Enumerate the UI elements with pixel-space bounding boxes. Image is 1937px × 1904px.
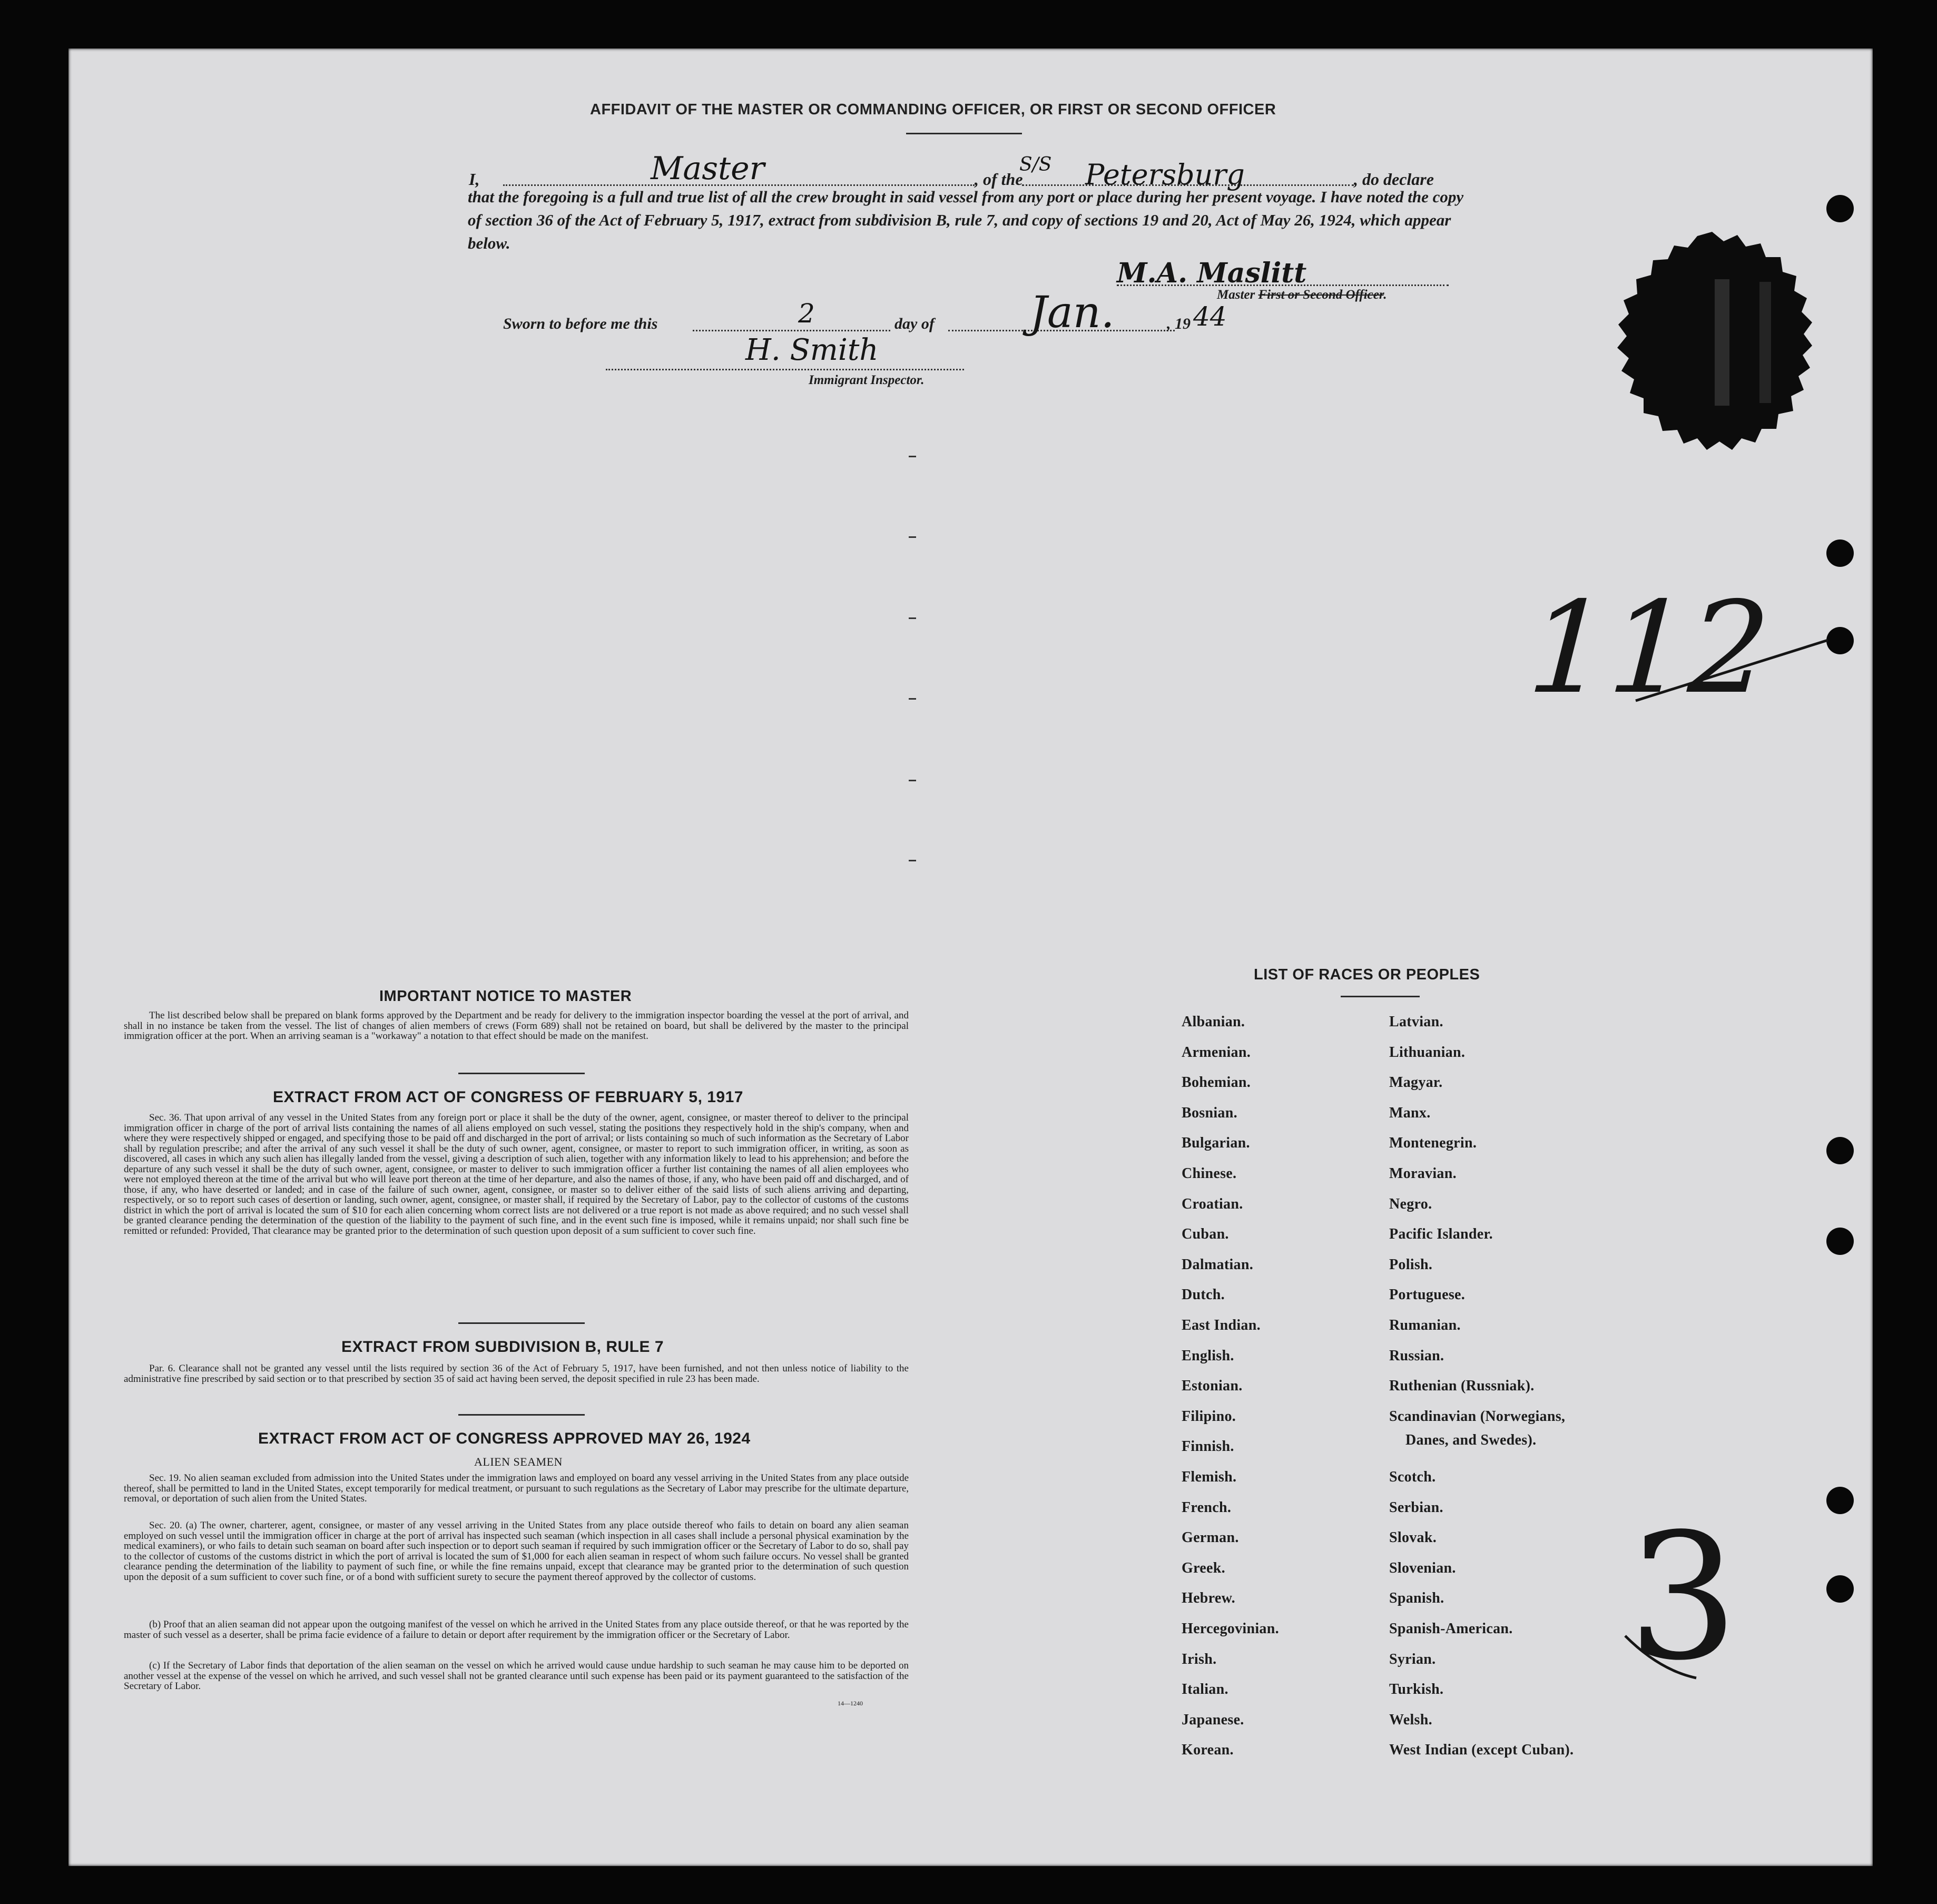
master-signature: M.A. Maslitt bbox=[1117, 257, 1307, 289]
inspector-caption: Immigrant Inspector. bbox=[809, 373, 925, 387]
race-item: Lithuanian. bbox=[1389, 1044, 1466, 1061]
signature-line bbox=[1117, 284, 1449, 286]
race-item: Bulgarian. bbox=[1182, 1135, 1250, 1151]
extract-1917-text: Sec. 36. That upon arrival of any vessel in the United States from any foreign port or place it shall be the duty of the owner, agent, consignee, or master thereof to deliver to the principal immigration officer in charge of the port of arrival lists containing the names of all aliens employed on such vessel, stating the positions they respectively hold in the ship's company, when and where they were respectively shipped or engaged, and specifying those to be paid off and discharged in the port of arrival; or lists containing so much of such information as the Secretary of Labor shall by regulation prescribe; and after the arrival of any such vessel it shall be the duty of such owner, agent, consignee, or master to report to such immigration officer, in writing, as soon as discovered, all cases in which any such alien has illegally landed from the vessel, giving a description of such alien, together with any information likely to lead to his apprehension; and before the departure of any such vessel it shall be the duty of such owner, agent, consignee, or master to deliver to such immigration officer a further list containing the names of all alien employees who were not employed thereon at the time of the arrival but who will leave port thereon at the time of her departure, and also the names of those, if any, who have been paid off and discharged, and of those, if any, who have deserted or landed; and in case of the failure of such owner, agent, consignee, or master so to deliver either of the said lists of such aliens arriving and departing, respectively, or so to report such cases of desertion or landing, such owner, agent, consignee, or master shall, if required by the Secretary of Labor, pay to the collector of customs of the customs district in which the port of arrival is located the sum of $10 for each alien concerning whom correct lists are not delivered or a true report is not made as above required; and no such vessel shall be granted clearance pending the determination of the question of the liability to the payment of such fine, and in the event such fine is imposed, while it remains unpaid; nor shall such fine be remitted or refunded: Provided, That clearance may be granted prior to the determination of such question upon deposit of a sum sufficient to cover such fine. bbox=[124, 1112, 909, 1236]
caption-period: . bbox=[1383, 288, 1387, 302]
race-item: Welsh. bbox=[1389, 1712, 1432, 1728]
race-item: Albanian. bbox=[1182, 1014, 1245, 1030]
form-number: 14—1240 bbox=[838, 1700, 863, 1707]
punch-hole-icon bbox=[1826, 1575, 1854, 1603]
margin-tick bbox=[909, 780, 916, 781]
punch-hole-icon bbox=[1826, 1137, 1854, 1164]
affidavit-body: that the foregoing is a full and true list of all the crew brought in said vessel from any port or place during her present voyage. I have noted the copy of section 36 of the Act of February 5, 1917, extract from subdivision B, rule 7, and copy of sections 19 and 20, Act of May 26, 1924, which appear below. bbox=[468, 188, 1464, 252]
race-item: Italian. bbox=[1182, 1681, 1228, 1697]
notary-seal-icon bbox=[1601, 232, 1823, 474]
race-item: Russian. bbox=[1389, 1348, 1444, 1364]
sworn-label: Sworn to before me this bbox=[503, 315, 658, 332]
race-item-continuation: Danes, and Swedes). bbox=[1405, 1432, 1537, 1448]
inspector-line bbox=[606, 369, 964, 370]
race-item: Slovak. bbox=[1389, 1529, 1437, 1546]
race-item: Armenian. bbox=[1182, 1044, 1251, 1061]
extract-1917-title: EXTRACT FROM ACT OF CONGRESS OF FEBRUARY 5, 1917 bbox=[273, 1088, 743, 1106]
notice-text: The list described below shall be prepared on blank forms approved by the Department and be ready for delivery to the immigration inspector boarding the vessel at the port of arrival, and shall in no instance be taken from the vessel. The list of changes of alien members of crews (Form 689) shall not be retained on board, but shall be delivered by the master to the principal immigration officer at the port. When an arriving seaman is a "workaway" a notation to that effect should be made on the manifest. bbox=[124, 1010, 909, 1042]
race-item: Greek. bbox=[1182, 1560, 1225, 1576]
race-item: Portuguese. bbox=[1389, 1287, 1466, 1303]
corner-number: 3 bbox=[1628, 1496, 1738, 1699]
race-item: German. bbox=[1182, 1529, 1239, 1546]
race-item: Chinese. bbox=[1182, 1165, 1237, 1182]
race-item: Rumanian. bbox=[1389, 1317, 1461, 1333]
punch-hole-icon bbox=[1826, 195, 1854, 222]
race-item: Bosnian. bbox=[1182, 1105, 1237, 1121]
race-item: Hebrew. bbox=[1182, 1590, 1235, 1606]
race-item: Irish. bbox=[1182, 1651, 1217, 1667]
race-item: Slovenian. bbox=[1389, 1560, 1456, 1576]
race-item: Ruthenian (Russniak). bbox=[1389, 1378, 1535, 1394]
race-item: Serbian. bbox=[1389, 1499, 1443, 1516]
line1-of: , of the bbox=[975, 170, 1023, 189]
race-item: Latvian. bbox=[1389, 1014, 1443, 1030]
extract-1924-subtitle: ALIEN SEAMEN bbox=[474, 1455, 563, 1468]
races-divider bbox=[1341, 996, 1420, 997]
handwritten-month: Jan. bbox=[1030, 288, 1115, 338]
caption-master: Master bbox=[1217, 288, 1255, 302]
race-item: Montenegrin. bbox=[1389, 1135, 1477, 1151]
race-item: Flemish. bbox=[1182, 1469, 1237, 1485]
extract-rule7-text: Par. 6. Clearance shall not be granted any vessel until the lists required by section 36 of the Act of February 5, 1917, have been furnished, and not then unless notice of liability to the administrative fine prescribed by said section or to that prescribed by section 35 of said act having been served, the deposit specified in rule 23 has been made. bbox=[124, 1363, 909, 1385]
margin-tick bbox=[909, 456, 916, 457]
signature-caption bbox=[1217, 288, 1387, 302]
race-item: Cuban. bbox=[1182, 1226, 1229, 1242]
race-item: Croatian. bbox=[1182, 1196, 1243, 1212]
handwritten-year: 44 bbox=[1193, 301, 1227, 332]
race-item: Moravian. bbox=[1389, 1165, 1457, 1182]
year-printed: , 19 bbox=[1167, 315, 1191, 332]
section-divider bbox=[458, 1322, 585, 1324]
handwritten-day: 2 bbox=[798, 298, 815, 329]
sworn-day-line bbox=[693, 330, 890, 331]
section-divider bbox=[458, 1414, 585, 1416]
race-item: Dalmatian. bbox=[1182, 1257, 1253, 1273]
day-of-label: day of bbox=[894, 315, 935, 332]
race-item: Scandinavian (Norwegians, bbox=[1389, 1408, 1566, 1425]
race-item: Bohemian. bbox=[1182, 1074, 1251, 1091]
extract-1924-title: EXTRACT FROM ACT OF CONGRESS APPROVED MAY 26, 1924 bbox=[258, 1430, 751, 1447]
punch-hole-icon bbox=[1826, 1487, 1854, 1514]
section-divider bbox=[458, 1073, 585, 1074]
race-item: Manx. bbox=[1389, 1105, 1431, 1121]
race-item: Dutch. bbox=[1182, 1287, 1225, 1303]
sec19-text: Sec. 19. No alien seaman excluded from admission into the United States under the immigration laws and employed on board any vessel arriving in the United States from any place outside thereof, shall be permitted to land in the United States, except temporarily for medical treatment, or pursuant to such regulations as the Secretary of Labor may prescribe for the ultimate departure, removal, or deportation of such alien from the United States. bbox=[124, 1473, 909, 1504]
race-item: Polish. bbox=[1389, 1257, 1433, 1273]
races-title: LIST OF RACES OR PEOPLES bbox=[1254, 966, 1480, 983]
handwritten-stroke bbox=[1633, 627, 1833, 711]
handwritten-stroke bbox=[1623, 1633, 1702, 1686]
line1-i: I, bbox=[469, 170, 480, 189]
race-item: Filipino. bbox=[1182, 1408, 1236, 1425]
title-underline bbox=[906, 133, 1022, 134]
race-item: Pacific Islander. bbox=[1389, 1226, 1493, 1242]
race-item: Turkish. bbox=[1389, 1681, 1444, 1697]
margin-tick bbox=[909, 860, 916, 861]
race-item: Japanese. bbox=[1182, 1712, 1244, 1728]
race-item: East Indian. bbox=[1182, 1317, 1261, 1333]
race-item: Spanish-American. bbox=[1389, 1621, 1513, 1637]
race-item: Magyar. bbox=[1389, 1074, 1443, 1091]
caption-struck: First or Second Officer bbox=[1258, 288, 1384, 302]
race-item: French. bbox=[1182, 1499, 1232, 1516]
race-item: Negro. bbox=[1389, 1196, 1432, 1212]
margin-tick bbox=[909, 698, 916, 700]
race-item: West Indian (except Cuban). bbox=[1389, 1742, 1574, 1758]
sec20b-text: (b) Proof that an alien seaman did not appear upon the outgoing manifest of the vessel on which he arrived in the United States from any place outside thereof, or that he was reported by the master of such vessel as a deserter, shall be prima facie evidence of a failure to detain or deport after requirement by the immigration officer or the Secretary of Labor. bbox=[124, 1619, 909, 1641]
line1-declare: , do declare bbox=[1354, 170, 1434, 189]
sec20c-text: (c) If the Secretary of Labor finds that deportation of the alien seaman on the vessel on which he arrived would cause undue hardship to such seaman he may cause him to be deported on another vessel at the expense of the vessel on which he arrived, and such vessel shall not be granted clearance until such expense has been paid or its payment guaranteed to the satisfaction of the Secretary of Labor. bbox=[124, 1660, 909, 1692]
race-item: English. bbox=[1182, 1348, 1234, 1364]
margin-number: 112 bbox=[1509, 574, 1787, 722]
handwritten-ship-prefix: S/S bbox=[1019, 154, 1052, 175]
race-item: Hercegovinian. bbox=[1182, 1621, 1279, 1637]
margin-tick bbox=[909, 617, 916, 619]
notice-title: IMPORTANT NOTICE TO MASTER bbox=[379, 988, 632, 1005]
extract-rule7-title: EXTRACT FROM SUBDIVISION B, RULE 7 bbox=[341, 1338, 664, 1356]
race-item: Estonian. bbox=[1182, 1378, 1243, 1394]
handwritten-master: Master bbox=[651, 150, 765, 187]
race-item: Syrian. bbox=[1389, 1651, 1436, 1667]
affidavit-title: AFFIDAVIT OF THE MASTER OR COMMANDING OFFICER, OR FIRST OR SECOND OFFICER bbox=[590, 101, 1276, 118]
punch-hole-icon bbox=[1826, 1228, 1854, 1255]
race-item: Scotch. bbox=[1389, 1469, 1436, 1485]
handwritten-ship-name: Petersburg bbox=[1085, 158, 1245, 191]
punch-hole-icon bbox=[1826, 539, 1854, 567]
race-item: Finnish. bbox=[1182, 1438, 1234, 1455]
inspector-signature: H. Smith bbox=[745, 333, 879, 367]
sec20a-text: Sec. 20. (a) The owner, charterer, agent, consignee, or master of any vessel arriving in the United States from any place outside thereof who fails to detain on board any alien seaman employed on such vessel until the immigration officer in charge at the port of arrival has inspected such seaman (which inspection in all cases shall include a personal physical examination by the medical examiners), or who fails to detain such seaman on board after such inspection or to deport such seaman if required by such immigration officer or the Secretary of Labor to do so, shall pay to the collector of customs of the customs district in which the port of arrival is located the sum of $1,000 for each alien seaman in respect of whom such failure occurs. No vessel shall be granted clearance pending the determination of the liability to payment of such fine, or while the fine remains unpaid, except that clearance may be granted prior to the determination of such question upon the deposit of a sum sufficient to cover such fine, or of a bond with sufficient surety to secure the payment thereof approved by the collector of customs. bbox=[124, 1520, 909, 1583]
race-item: Spanish. bbox=[1389, 1590, 1444, 1606]
race-item: Korean. bbox=[1182, 1742, 1234, 1758]
margin-tick bbox=[909, 536, 916, 538]
